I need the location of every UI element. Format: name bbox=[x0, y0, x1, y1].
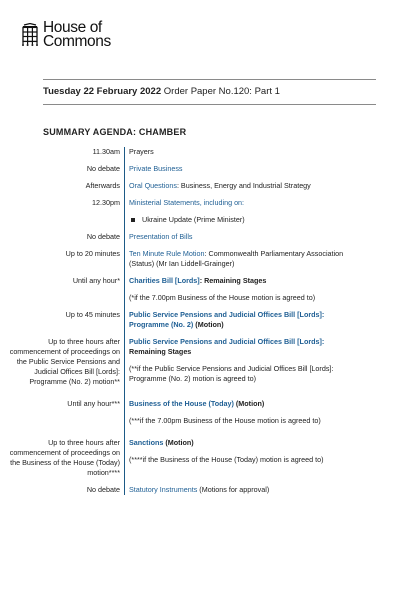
agenda-note: (****if the Business of the House (Today) motion is agreed to) bbox=[129, 455, 324, 464]
agenda-row bbox=[0, 147, 400, 157]
agenda-row bbox=[0, 337, 400, 387]
agenda-row bbox=[0, 276, 400, 286]
agenda-row bbox=[0, 198, 400, 208]
agenda-time: No debate bbox=[0, 164, 125, 174]
house-of-commons-logo bbox=[21, 21, 111, 49]
agenda-row bbox=[0, 181, 400, 191]
sanctions-link[interactable]: Sanctions bbox=[129, 438, 164, 447]
agenda-row bbox=[0, 399, 400, 409]
ministerial-statements-link[interactable]: Ministerial Statements, including on: bbox=[129, 198, 245, 207]
agenda-time: Up to three hours after commencement of proceedings on the Business of the House (Today) motion**** bbox=[0, 438, 125, 478]
agenda-time: Afterwards bbox=[0, 181, 125, 191]
agenda-time: No debate bbox=[0, 232, 125, 242]
bottom-divider bbox=[43, 104, 376, 105]
agenda-item: Prayers bbox=[129, 147, 154, 156]
order-paper-number: Order Paper No.120: Part 1 bbox=[163, 86, 280, 97]
agenda-time: 11.30am bbox=[0, 147, 125, 157]
agenda-item-text: (Motion) bbox=[193, 320, 224, 329]
section-title: SUMMARY AGENDA: CHAMBER bbox=[43, 127, 187, 137]
agenda-time: Until any hour*** bbox=[0, 399, 125, 409]
agenda-row bbox=[0, 485, 400, 495]
agenda-note: (*if the 7.00pm Business of the House motion is agreed to) bbox=[129, 293, 316, 302]
agenda-note: (***if the 7.00pm Business of the House motion is agreed to) bbox=[129, 416, 321, 425]
statutory-instruments-link[interactable]: Statutory Instruments bbox=[129, 485, 198, 494]
agenda-subitem: Ukraine Update (Prime Minister) bbox=[142, 215, 245, 224]
presentation-of-bills-link[interactable]: Presentation of Bills bbox=[129, 232, 193, 241]
agenda-time: Up to 45 minutes bbox=[0, 310, 125, 330]
charities-bill-link[interactable]: Charities Bill [Lords] bbox=[129, 276, 200, 285]
agenda-table bbox=[0, 147, 400, 495]
agenda-item-text: (Motion) bbox=[233, 399, 265, 408]
agenda-item-text: : Remaining Stages bbox=[199, 276, 267, 285]
order-paper-date: Tuesday 22 February 2022 bbox=[43, 86, 162, 97]
agenda-item-text: (Motions for approval) bbox=[197, 485, 270, 494]
oral-questions-link[interactable]: Oral Questions bbox=[129, 181, 177, 190]
agenda-time: No debate bbox=[0, 485, 125, 495]
agenda-row bbox=[0, 310, 400, 330]
logo-line-1: House of bbox=[43, 19, 102, 36]
agenda-item-text: : Commonwealth Parliamentary Association (Status) (Mr Ian Liddell-Grainger) bbox=[129, 249, 344, 268]
bullet-icon bbox=[131, 218, 135, 222]
agenda-row bbox=[0, 438, 400, 478]
pensions-bill-link[interactable]: Public Service Pensions and Judicial Offices Bill [Lords]: bbox=[129, 337, 325, 346]
business-of-the-house-link[interactable]: Business of the House (Today) bbox=[129, 399, 234, 408]
agenda-time: Up to 20 minutes bbox=[0, 249, 125, 269]
agenda-time: Until any hour* bbox=[0, 276, 125, 286]
agenda-subrow bbox=[0, 215, 400, 225]
private-business-link[interactable]: Private Business bbox=[129, 164, 183, 173]
portcullis-icon bbox=[21, 23, 39, 47]
agenda-row bbox=[0, 232, 400, 242]
pensions-programme-link[interactable]: Public Service Pensions and Judicial Offices Bill [Lords]: Programme (No. 2) bbox=[129, 310, 325, 329]
logo-line-2: Commons bbox=[43, 33, 111, 50]
order-paper-heading bbox=[43, 86, 280, 97]
agenda-row bbox=[0, 164, 400, 174]
agenda-time: Up to three hours after commencement of proceedings on the Public Service Pensions and Judicial Offices Bill [Lords]: Programme (No. 2) motion** bbox=[0, 337, 125, 387]
agenda-time: 12.30pm bbox=[0, 198, 125, 208]
agenda-note-row bbox=[0, 293, 400, 303]
agenda-item-text: Remaining Stages bbox=[129, 347, 192, 356]
agenda-note: (**if the Public Service Pensions and Judicial Offices Bill [Lords]: Programme (No. 2) motion is agreed to) bbox=[129, 364, 334, 383]
logo-wordmark bbox=[43, 21, 111, 49]
agenda-row bbox=[0, 249, 400, 269]
agenda-item-text: (Motion) bbox=[163, 438, 194, 447]
agenda-item-text: : Business, Energy and Industrial Strategy bbox=[176, 181, 311, 190]
top-divider bbox=[43, 79, 376, 80]
ten-minute-rule-link[interactable]: Ten Minute Rule Motion bbox=[129, 249, 205, 258]
agenda-note-row bbox=[0, 416, 400, 426]
